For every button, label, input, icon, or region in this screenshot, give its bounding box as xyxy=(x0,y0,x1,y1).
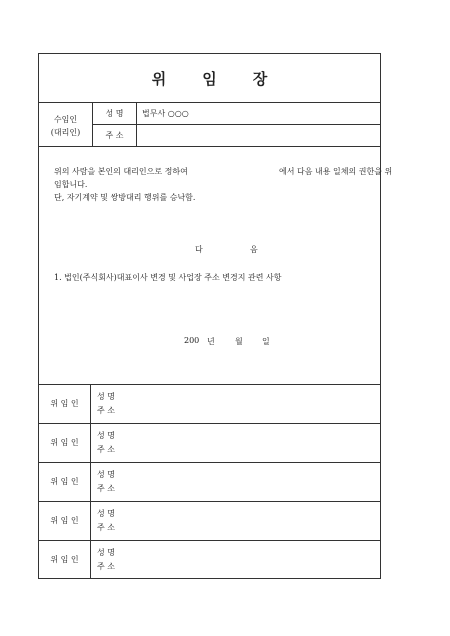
agent-address-field[interactable] xyxy=(137,125,380,147)
grantor-row xyxy=(39,423,380,462)
agent-name-field[interactable]: 법무사 ○○○ xyxy=(137,103,380,125)
agent-label xyxy=(39,103,93,146)
grantor-name-label: 성 명 xyxy=(97,548,115,557)
power-of-attorney-form xyxy=(38,53,393,579)
agent-name-label: 성 명 xyxy=(93,103,137,125)
delegation-statement xyxy=(54,165,393,204)
grantor-name-label: 성 명 xyxy=(97,509,115,518)
grantor-row xyxy=(39,501,380,540)
year-prefix: 200 xyxy=(184,336,200,345)
grantor-label: 위 임 인 xyxy=(39,385,91,423)
month-label: 월 xyxy=(235,337,243,346)
heading-char: 다 xyxy=(195,245,203,254)
grantor-label: 위 임 인 xyxy=(39,541,91,579)
agent-section xyxy=(39,103,380,147)
title-char: 임 xyxy=(202,70,217,88)
grantor-address-label: 주 소 xyxy=(97,484,115,493)
year-label: 년 xyxy=(207,337,215,346)
grantor-label: 위 임 인 xyxy=(39,463,91,501)
statement-line3: 단, 자기계약 및 쌍방대리 행위를 승낙함. xyxy=(54,193,196,202)
grantor-address-label: 주 소 xyxy=(97,406,115,415)
day-label: 일 xyxy=(262,337,270,346)
delegated-item: 1. 법인(주식회사)대표이사 변경 및 사업장 주소 변경지 관련 사항 xyxy=(54,273,282,282)
grantor-address-label: 주 소 xyxy=(97,562,115,571)
title-char: 장 xyxy=(252,70,268,88)
agent-address-label: 주 소 xyxy=(93,125,137,147)
grantor-name-label: 성 명 xyxy=(97,431,115,440)
grantor-address-label: 주 소 xyxy=(97,523,115,532)
grantor-address-label: 주 소 xyxy=(97,445,115,454)
grantor-row xyxy=(39,540,380,579)
statement-line1-b: 에서 다음 내용 일체의 권한을 위 xyxy=(279,167,393,176)
grantor-name-label: 성 명 xyxy=(97,392,115,401)
title-row xyxy=(39,54,380,103)
heading-char: 음 xyxy=(250,245,258,254)
title-char: 위 xyxy=(151,70,167,88)
grantor-row xyxy=(39,462,380,501)
agent-label-line2: (대리인) xyxy=(50,128,81,137)
agent-label-line1: 수임인 xyxy=(53,115,78,124)
grantor-row xyxy=(39,384,380,423)
document-title xyxy=(39,68,380,89)
grantor-label: 위 임 인 xyxy=(39,502,91,540)
grantor-label: 위 임 인 xyxy=(39,424,91,462)
statement-line2: 임합니다. xyxy=(54,180,88,189)
statement-line1-a: 위의 사람을 본인의 대리인으로 정하여 xyxy=(54,167,188,176)
grantor-name-label: 성 명 xyxy=(97,470,115,479)
